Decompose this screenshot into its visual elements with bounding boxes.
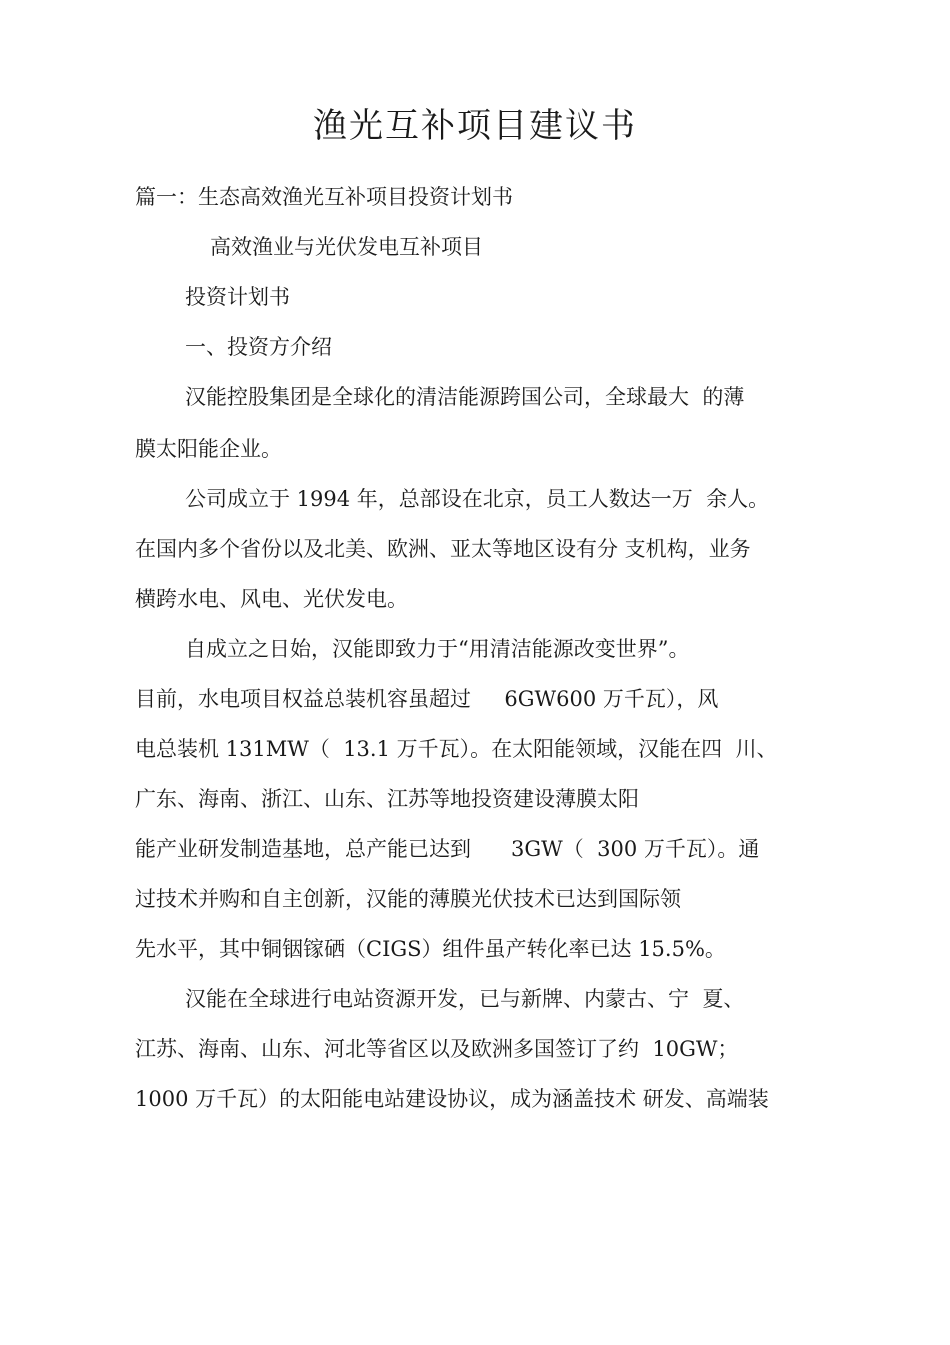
paragraph-line: 汉能在全球进行电站资源开发，已与新牌、内蒙古、宁 夏、 <box>185 987 745 1011</box>
paragraph-line: 先水平，其中铜铟镓硒（CIGS）组件虽产转化率已达 15.5%。 <box>135 937 726 961</box>
paragraph-line: 过技术并购和自主创新，汉能的薄膜光伏技术已达到国际领 <box>135 887 681 911</box>
paragraph-line: 横跨水电、风电、光伏发电。 <box>135 587 408 611</box>
paragraph-line: 目前，水电项目权益总装机容虽超过 6GW600 万千瓦），风 <box>135 687 719 711</box>
paragraph-line: 汉能控股集团是全球化的清洁能源跨国公司，全球最大 的薄 <box>185 385 745 409</box>
project-name: 高效渔业与光伏发电互补项目 <box>210 235 483 259</box>
plan-label: 投资计划书 <box>185 285 290 309</box>
document-title: 渔光互补项目建议书 <box>313 106 637 146</box>
paragraph-line: 公司成立于 1994 年，总部设在北京，员工人数达一万 余人。 <box>185 487 770 511</box>
paragraph-line: 在国内多个省份以及北美、欧洲、亚太等地区设有分 支机构，业务 <box>135 537 751 561</box>
paragraph-line: 广东、海南、浙江、山东、江苏等地投资建设薄膜太阳 <box>135 787 639 811</box>
section-heading: 篇一：生态高效渔光互补项目投资计划书 <box>135 185 513 209</box>
paragraph-line: 能产业研发制造基地，总产能已达到 3GW（ 300 万千瓦）。通 <box>135 837 760 861</box>
paragraph-line: 自成立之日始，汉能即致力于“用清洁能源改变世界”。 <box>185 637 690 661</box>
paragraph-line: 江苏、海南、山东、河北等省区以及欧洲多国签订了约 10GW； <box>135 1037 739 1061</box>
paragraph-line: 膜太阳能企业。 <box>135 437 282 461</box>
subsection-heading: 一、投资方介绍 <box>185 335 332 359</box>
paragraph-line: 电总装机 131MW（ 13.1 万千瓦）。在太阳能领域，汉能在四 川、 <box>135 737 778 761</box>
paragraph-line: 1000 万千瓦）的太阳能电站建设协议，成为涵盖技术 研发、高端装 <box>135 1087 769 1111</box>
